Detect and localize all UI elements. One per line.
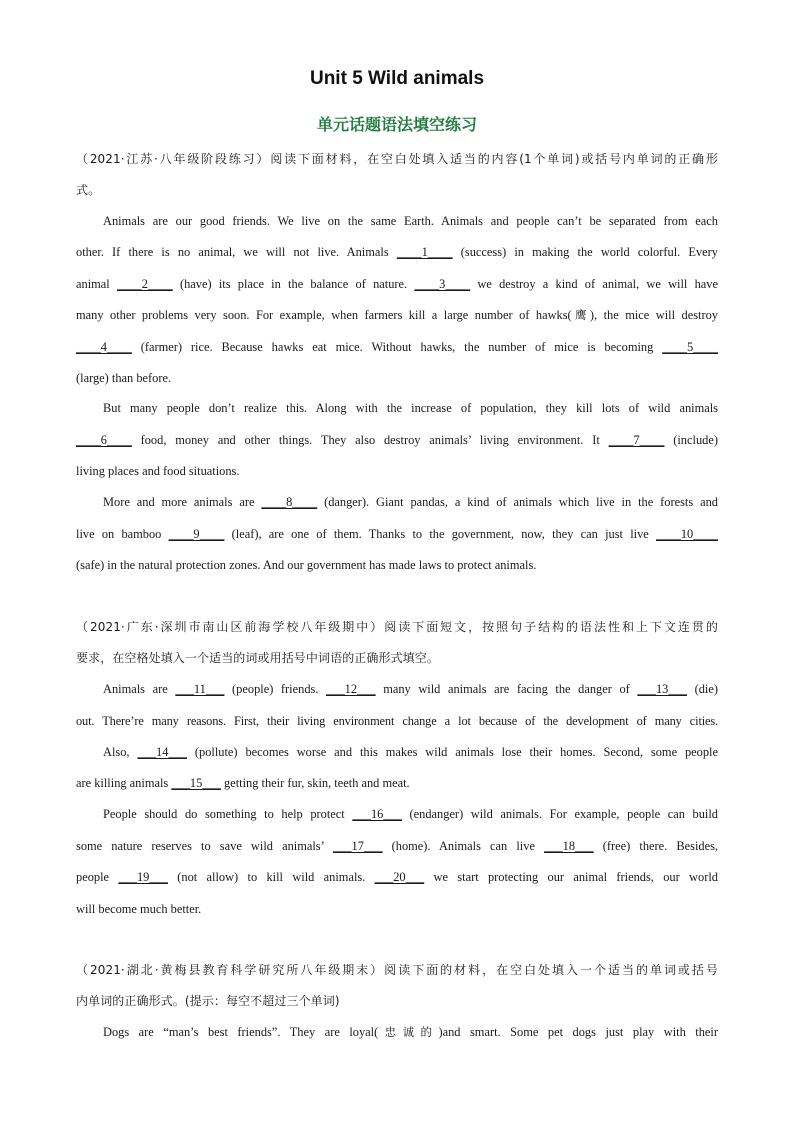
blank-12[interactable]: ___12___ [326,682,376,696]
section1-para2-line2: ____6____ food, money and other things. They also destroy animals’ living environment. It ____7____ (include) [76,433,718,447]
section2-para2-line2: are killing animals ___15___ getting their fur, skin, teeth and meat. [76,776,410,790]
section3-intro-line1: （2021·湖北·黄梅县教育科学研究所八年级期末）阅读下面的材料，在空白处填入一个适当的单词或括号 [76,963,718,977]
blank-2[interactable]: ____2____ [116,277,173,291]
blank-9[interactable]: ____9____ [168,527,225,541]
blank-10[interactable]: ____10____ [656,527,718,541]
blank-8[interactable]: ____8____ [261,495,318,509]
section2-intro-line1: （2021·广东·深圳市南山区前海学校八年级期中）阅读下面短文，按照句子结构的语法性和上下文连贯的 [76,620,718,634]
blank-19[interactable]: ___19___ [118,870,168,884]
section1-para1-line6: (large) than before. [76,371,172,385]
section2-intro-line2: 要求，在空格处填入一个适当的词或用括号中词语的正确形式填空。 [76,651,440,665]
section1-para1-line5: ____4____ (farmer) rice. Because hawks eat mice. Without hawks, the number of mice is becoming ____5____ [76,340,718,354]
page-subtitle: 单元话题语法填空练习 [316,115,477,134]
section3-intro-line2: 内单词的正确形式。(提示：每空不超过三个单词) [76,994,340,1008]
blank-15[interactable]: ___15___ [171,776,221,790]
blank-20[interactable]: ___20___ [374,870,425,884]
section1-para2-line3: living places and food situations. [76,464,240,478]
section1-para1-line2: other. If there is no animal, we will not live. Animals ____1____ (success) in making the world colorful. Every [76,245,718,259]
section1-para1-line1: Animals are our good friends. We live on the same Earth. Animals and people can’t be separated from each [103,214,718,228]
section1-para3-line3: (safe) in the natural protection zones. And our government has made laws to protect animals. [76,558,537,572]
section2-para3-line1: People should do something to help protect ___16___ (endanger) wild animals. For example, people can build [103,807,719,821]
section1-para1-line4: many other problems very soon. For example, when farmers kill a large number of hawks(鹰), the mice will destroy [76,308,718,322]
section2-para1-line1: Animals are ___11___ (people) friends. ___12___ many wild animals are facing the danger of ___13___ (die) [103,682,718,696]
section2-para3-line4: will become much better. [76,902,202,916]
section1-intro-line1: （2021·江苏·八年级阶段练习）阅读下面材料，在空白处填入适当的内容(1个单词)或括号内单词的正确形 [76,152,718,166]
blank-4[interactable]: ____4____ [76,340,132,354]
blank-16[interactable]: ___16___ [352,807,402,821]
blank-17[interactable]: ___17___ [332,839,383,853]
section2-para2-line1: Also, ___14___ (pollute) becomes worse and this makes wild animals lose their homes. Second, some people [103,745,718,759]
blank-18[interactable]: ___18___ [544,839,594,853]
blank-11[interactable]: ___11___ [175,682,225,696]
page-title: Unit 5 Wild animals [309,68,485,89]
section1-intro-line2: 式。 [76,183,101,197]
blank-14[interactable]: ___14___ [137,745,187,759]
section1-para2-line1: But many people don’t realize this. Along with the increase of population, they kill lots of wild animals [103,401,718,415]
section3-para1-line1: Dogs are “man’s best friends”. They are loyal(忠诚的)and smart. Some pet dogs just play with their [103,1025,718,1039]
section1-para1-line3: animal ____2____ (have) its place in the balance of nature. ____3____ we destroy a kind of animal, we will have [76,277,718,291]
section1-para3-line2: live on bamboo ____9____ (leaf), are one of them. Thanks to the government, now, they can just live ____10____ [76,527,718,541]
section2-para1-line2: out. There’re many reasons. First, their living environment change a lot because of the development of many cities. [76,714,718,728]
section2-para3-line2: some nature reserves to save wild animals’ ___17___ (home). Animals can live ___18___ (free) there. Besides, [76,839,719,853]
blank-13[interactable]: ___13___ [637,682,687,696]
section1-para3-line1: More and more animals are ____8____ (danger). Giant pandas, a kind of animals which live in the forests and [103,495,718,509]
blank-3[interactable]: ____3____ [414,277,471,291]
blank-7[interactable]: ____7____ [608,433,665,447]
section2-para3-line3: people ___19___ (not allow) to kill wild animals. ___20___ we start protecting our animal friends, our world [76,870,718,884]
blank-1[interactable]: ____1____ [396,245,453,259]
blank-5[interactable]: ____5____ [662,340,718,354]
blank-6[interactable]: ____6____ [76,433,132,447]
